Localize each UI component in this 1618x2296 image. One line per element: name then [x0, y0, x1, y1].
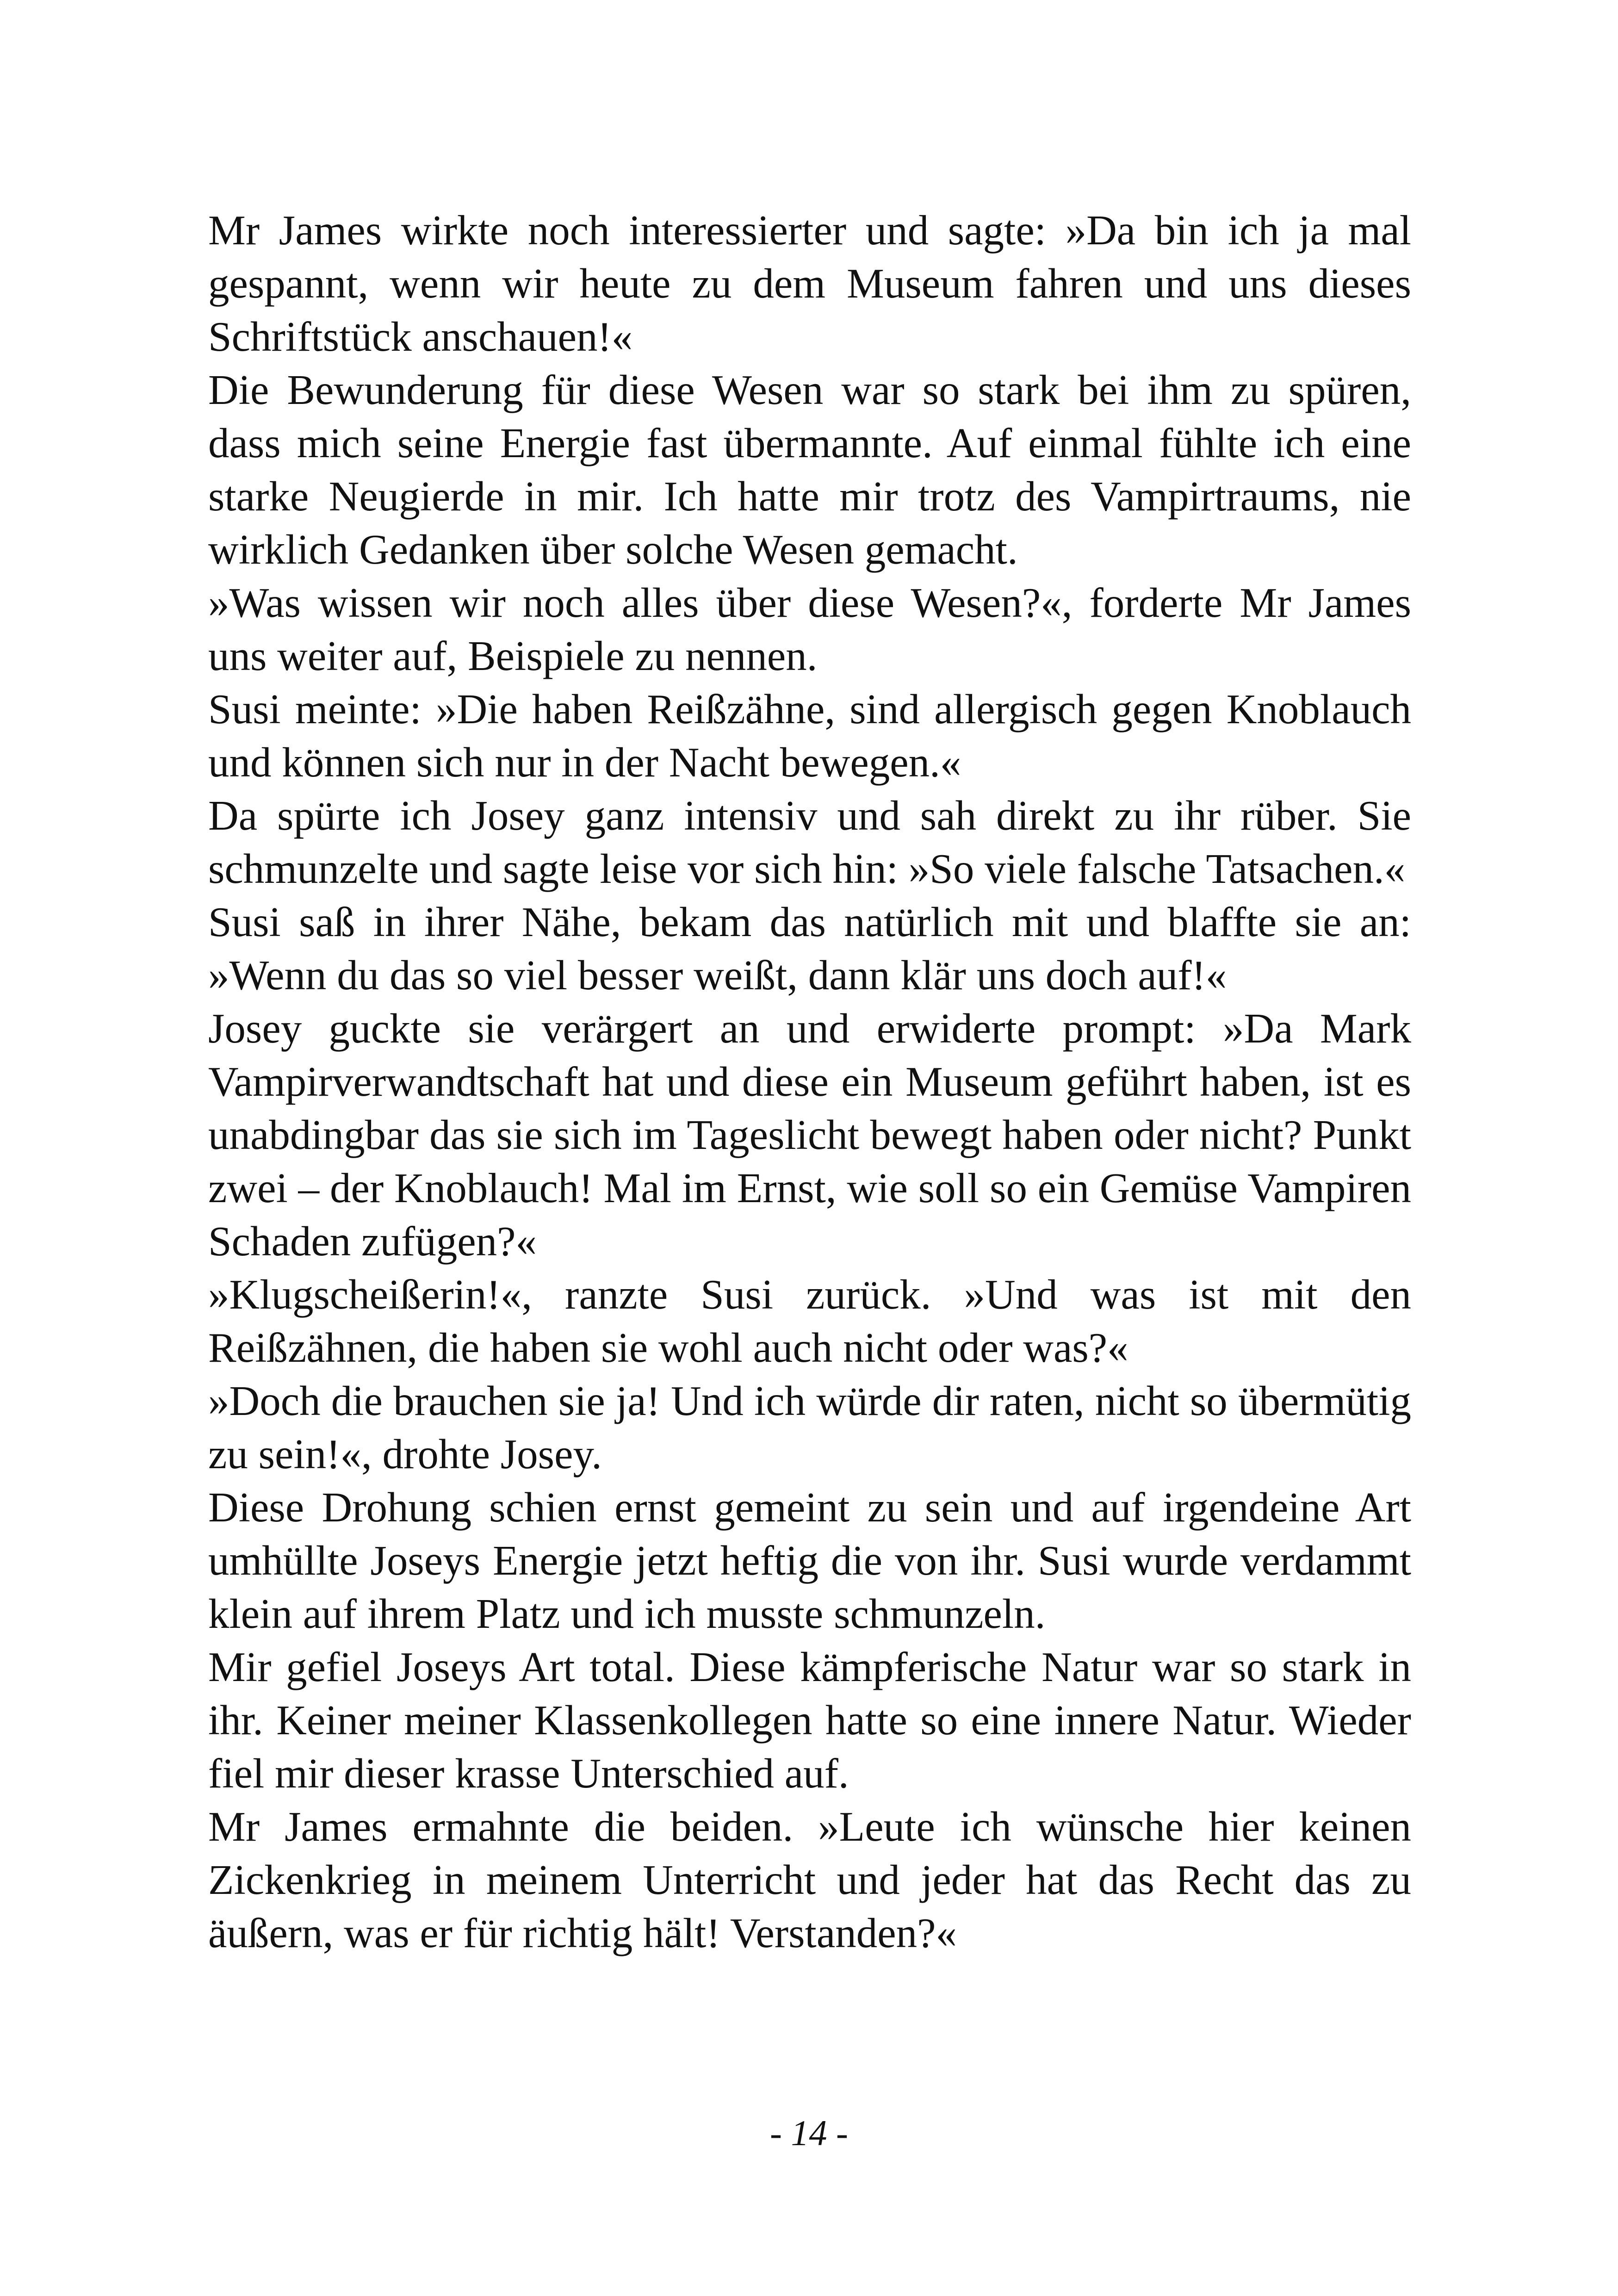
paragraph-9: »Doch die brauchen sie ja! Und ich würde dir raten, nicht so übermütig zu sein!«, drohte Josey.	[208, 1378, 1411, 1477]
paragraph-2: Die Bewunderung für diese Wesen war so stark bei ihm zu spüren, dass mich seine Energie fast übermannte. Auf einmal fühlte ich eine starke Neugierde in mir. Ich hatte mir trotz des Vampirtraums, nie wirklich Gedanken über solche Wesen gemacht.	[208, 366, 1411, 573]
paragraph-10: Diese Drohung schien ernst gemeint zu sein und auf irgendeine Art umhüllte Joseys Energie jetzt heftig die von ihr. Susi wurde verdammt klein auf ihrem Platz und ich musste schmunzeln.	[208, 1484, 1411, 1637]
paragraph-7: Josey guckte sie verärgert an und erwiderte prompt: »Da Mark Vampirverwandtschaft hat und diese ein Museum geführt haben, ist es unabdingbar das sie sich im Tageslicht bewegt haben oder nicht? Punkt zwei – der Knoblauch! Mal im Ernst, wie soll so ein Gemüse Vampiren Schaden zufügen?«	[208, 1005, 1411, 1265]
page-number-suffix: -	[836, 2113, 848, 2153]
page-number-value: 14	[791, 2113, 827, 2153]
page-number-prefix: -	[770, 2113, 782, 2153]
paragraph-4: Susi meinte: »Die haben Reißzähne, sind allergisch gegen Knoblauch und können sich nur in der Nacht bewegen.«	[208, 686, 1411, 786]
paragraph-5: Da spürte ich Josey ganz intensiv und sah direkt zu ihr rüber. Sie schmunzelte und sagte leise vor sich hin: »So viele falsche Tatsachen.«	[208, 792, 1411, 892]
paragraph-8: »Klugscheißerin!«, ranzte Susi zurück. »Und was ist mit den Reißzähnen, die haben sie wohl auch nicht oder was?«	[208, 1271, 1411, 1371]
paragraph-3: »Was wissen wir noch alles über diese Wesen?«, forderte Mr James uns weiter auf, Beispiele zu nennen.	[208, 579, 1411, 679]
body-text	[208, 204, 1411, 1960]
paragraph-12: Mr James ermahnte die beiden. »Leute ich wünsche hier keinen Zickenkrieg in meinem Unterricht und jeder hat das Recht das zu äußern, was er für richtig hält! Verstanden?«	[208, 1803, 1411, 1956]
paragraph-11: Mir gefiel Joseys Art total. Diese kämpferische Natur war so stark in ihr. Keiner meiner Klassenkollegen hatte so eine innere Natur. Wieder fiel mir dieser krasse Unterschied auf.	[208, 1644, 1411, 1797]
paragraph-6: Susi saß in ihrer Nähe, bekam das natürlich mit und blaffte sie an: »Wenn du das so viel besser weißt, dann klär uns doch auf!«	[208, 899, 1411, 999]
page-number	[0, 2110, 1618, 2156]
paragraph-1: Mr James wirkte noch interessierter und sagte: »Da bin ich ja mal gespannt, wenn wir heute zu dem Museum fahren und uns dieses Schriftstück anschauen!«	[208, 207, 1411, 360]
